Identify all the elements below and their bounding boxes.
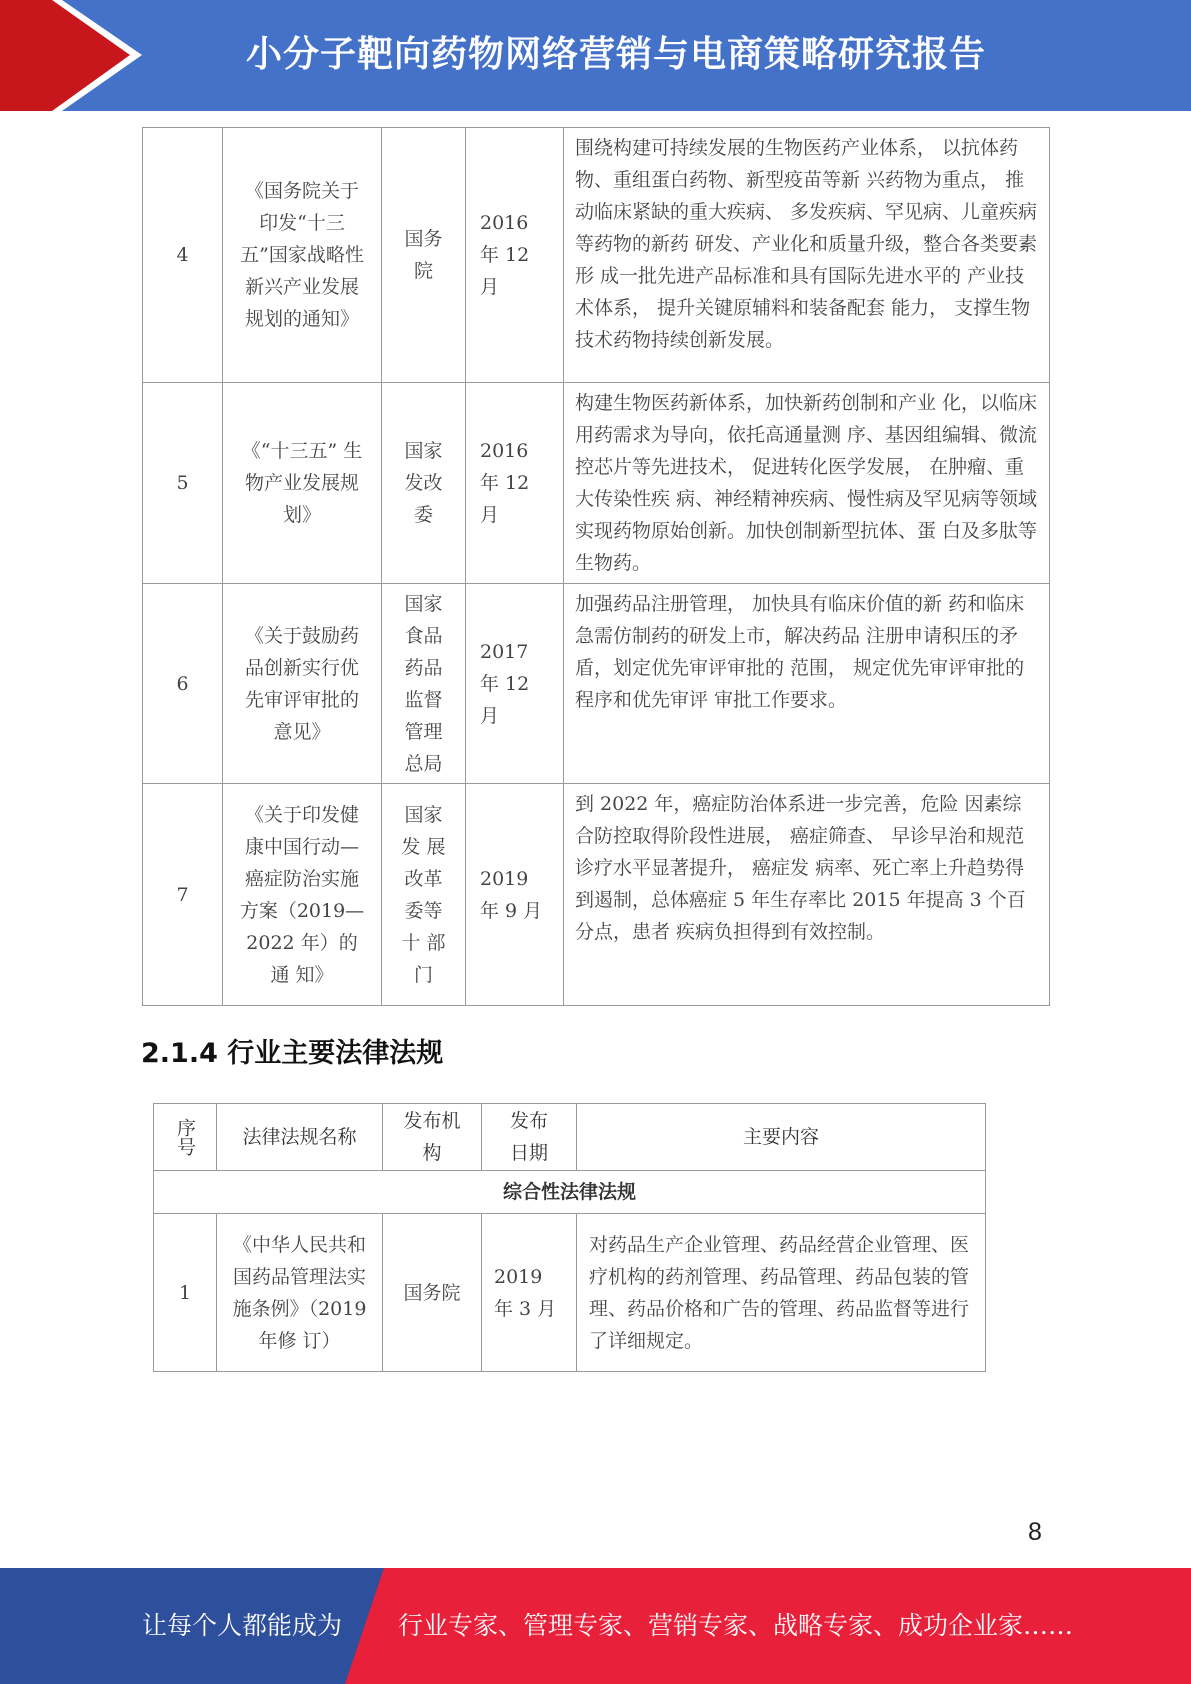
header-name: 法律法规名称 [217, 1104, 383, 1171]
policy-name: 《关于印发健康中国行动—癌症防治实施方案（2019—2022 年）的通 知》 [223, 784, 382, 1006]
issue-date: 2017 年 12 月 [466, 584, 564, 784]
header-arrow-decoration [0, 0, 160, 111]
issuing-body: 国家发改委 [382, 383, 466, 584]
footer-slogan-left: 让每个人都能成为 [142, 1611, 343, 1640]
header-content: 主要内容 [577, 1104, 986, 1171]
policy-content: 到 2022 年，癌症防治体系进一步完善，危险 因素综合防控取得阶段性进展， 癌症筛查、 早诊早治和规范诊疗水平显著提升， 癌症发 病率、死亡率上升趋势得到遏制，总体癌症 5 年生存率比 2015 年提高 3 个百分点，患者 疾病负担得到有效控制。 [564, 784, 1050, 1006]
header-date: 发布日期 [482, 1104, 577, 1171]
table-row [143, 584, 1050, 784]
issuing-body: 国务院 [383, 1214, 482, 1372]
table-header-row [154, 1104, 986, 1171]
law-content: 对药品生产企业管理、药品经营企业管理、医疗机构的药剂管理、药品管理、药品包装的管理、药品价格和广告的管理、药品监督等进行了详细规定。 [577, 1214, 986, 1372]
issuing-body: 国家发 展改革委等十 部门 [382, 784, 466, 1006]
policy-name: 《关于鼓励药品创新实行优先审评审批的意见》 [223, 584, 382, 784]
table-row [143, 128, 1050, 383]
issue-date: 2016 年 12 月 [466, 128, 564, 383]
issue-date: 2016 年 12 月 [466, 383, 564, 584]
report-title: 小分子靶向药物网络营销与电商策略研究报告 [246, 34, 987, 75]
category-row [154, 1171, 986, 1214]
page-number: 8 [1028, 1518, 1042, 1546]
policy-content: 加强药品注册管理， 加快具有临床价值的新 药和临床急需仿制药的研发上市，解决药品 注册申请积压的矛盾，划定优先审评审批的 范围， 规定优先审评审批的程序和优先审评 审批工作要求。 [564, 584, 1050, 784]
header-org: 发布机构 [383, 1104, 482, 1171]
row-number: 1 [154, 1214, 217, 1372]
page-header [0, 0, 1191, 111]
policy-name: 《国务院关于印发“十三五”国家战略性新兴产业发展规划的通知》 [223, 128, 382, 383]
row-number: 6 [143, 584, 223, 784]
policy-name: 《“十三五” 生物产业发展规划》 [223, 383, 382, 584]
table-row [154, 1214, 986, 1372]
policy-table [142, 127, 1050, 1006]
section-heading: 2.1.4 行业主要法律法规 [141, 1038, 444, 1069]
policy-content: 构建生物医药新体系，加快新药创制和产业 化，以临床用药需求为导向，依托高通量测 序、基因组编辑、微流控芯片等先进技术， 促进转化医学发展， 在肿瘤、重大传染性疾 病、神经精神疾病、慢性病及罕见病等领域 实现药物原始创新。加快创制新型抗体、蛋 白及多肽等生物药。 [564, 383, 1050, 584]
law-table [153, 1103, 986, 1372]
header-number: 序号 [154, 1104, 217, 1171]
issue-date: 2019 年 3 月 [482, 1214, 577, 1372]
table-row [143, 784, 1050, 1006]
policy-content: 围绕构建可持续发展的生物医药产业体系， 以抗体药物、重组蛋白药物、新型疫苗等新 兴药物为重点， 推动临床紧缺的重大疾病、 多发疾病、罕见病、儿童疾病等药物的新药 研发、产业化和质量升级，整合各类要素形 成一批先进产品标准和具有国际先进水平的 产业技术体系， 提升关键原辅料和装备配套 能力， 支撑生物技术药物持续创新发展。 [564, 128, 1050, 383]
row-number: 5 [143, 383, 223, 584]
category-label: 综合性法律法规 [154, 1171, 986, 1214]
law-name: 《中华人民共和国药品管理法实施条例》（2019 年修 订） [217, 1214, 383, 1372]
footer-slogan-right: 行业专家、管理专家、营销专家、战略专家、成功企业家…… [398, 1611, 1074, 1640]
issuing-body: 国务院 [382, 128, 466, 383]
issuing-body: 国家食品药品监督管理总局 [382, 584, 466, 784]
issue-date: 2019 年 9 月 [466, 784, 564, 1006]
row-number: 7 [143, 784, 223, 1006]
page-footer [0, 1568, 1191, 1684]
row-number: 4 [143, 128, 223, 383]
table-row [143, 383, 1050, 584]
